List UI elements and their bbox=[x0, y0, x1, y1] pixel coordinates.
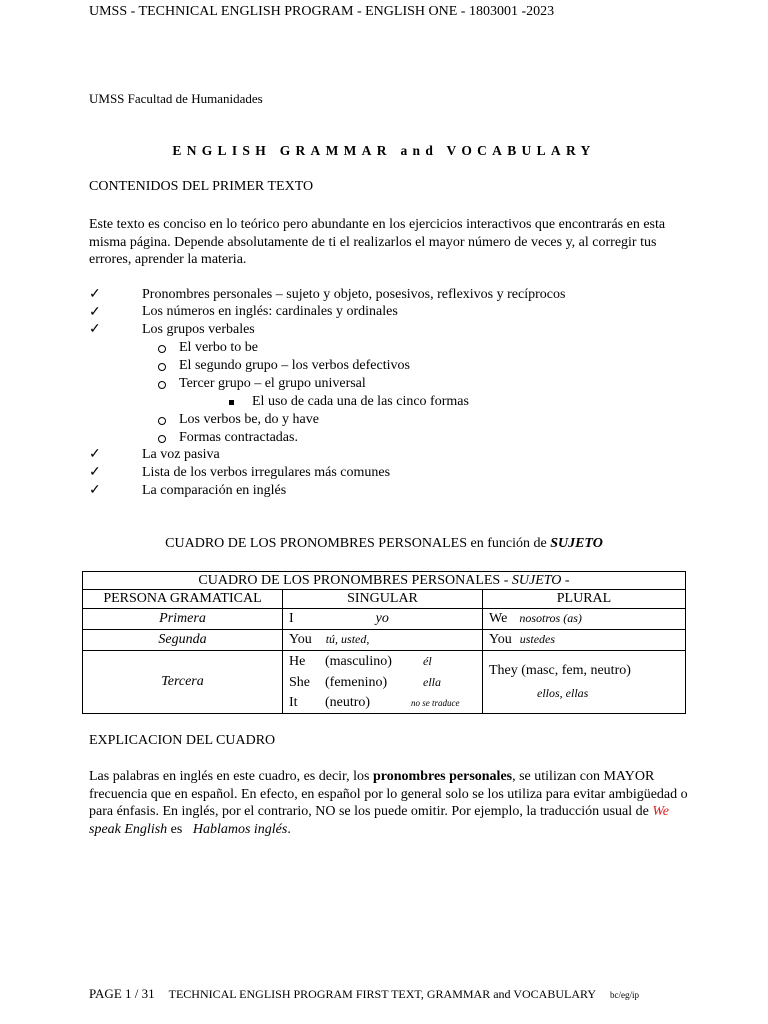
circle-bullet-icon bbox=[158, 417, 166, 425]
circle-bullet-icon bbox=[158, 363, 166, 371]
singular-cell: I yo bbox=[283, 609, 483, 630]
caption-emphasis: SUJETO bbox=[550, 536, 603, 551]
list-subitem: El segundo grupo – los verbos defectivos bbox=[179, 358, 410, 373]
circle-bullet-icon bbox=[158, 435, 166, 443]
list-item: La comparación en inglés bbox=[142, 483, 287, 498]
footer-text: TECHNICAL ENGLISH PROGRAM FIRST TEXT, GRAMMAR and VOCABULARY bbox=[168, 987, 596, 1001]
table-title: CUADRO DE LOS PRONOMBRES PERSONALES - SUJETO - bbox=[83, 572, 686, 590]
list-item: La voz pasiva bbox=[142, 447, 220, 462]
check-icon: ✓ bbox=[89, 287, 101, 302]
column-header-persona: PERSONA GRAMATICAL bbox=[83, 590, 283, 609]
page-footer bbox=[89, 986, 639, 1002]
person-label: Segunda bbox=[83, 630, 283, 651]
person-label: Tercera bbox=[83, 651, 283, 714]
explanation-heading: EXPLICACION DEL CUADRO bbox=[89, 733, 276, 748]
list-item: Pronombres personales – sujeto y objeto, posesivos, reflexivos y recíprocos bbox=[142, 287, 566, 302]
list-item: Los grupos verbales bbox=[142, 322, 255, 337]
column-header-plural: PLURAL bbox=[483, 590, 686, 609]
page-number: PAGE 1 / 31 bbox=[89, 986, 155, 1001]
column-header-singular: SINGULAR bbox=[283, 590, 483, 609]
list-subitem: El verbo to be bbox=[179, 340, 258, 355]
document-title: ENGLISH GRAMMAR and VOCABULARY bbox=[172, 143, 596, 158]
person-label: Primera bbox=[83, 609, 283, 630]
table-caption bbox=[0, 536, 768, 552]
plural-cell: You ustedes bbox=[483, 630, 686, 651]
check-icon: ✓ bbox=[89, 305, 101, 320]
faculty-line: UMSS Facultad de Humanidades bbox=[89, 91, 263, 106]
check-icon: ✓ bbox=[89, 447, 101, 462]
list-subitem: Los verbos be, do y have bbox=[179, 412, 319, 427]
circle-bullet-icon bbox=[158, 381, 166, 389]
explanation-paragraph: Las palabras en inglés en este cuadro, es decir, los pronombres personales, se utilizan con MAYOR frecuencia que en español. En efecto, en español por lo general solo se los utiliza para evitar ambigüedad o para énfasis. En inglés, por el contrario, NO se los puede omitir. Por ejemplo, la traducción usual de We speak English es Hablamos inglés. bbox=[89, 769, 688, 837]
page-header: UMSS - TECHNICAL ENGLISH PROGRAM - ENGLISH ONE - 1803001 -2023 bbox=[89, 4, 555, 19]
table-row bbox=[83, 630, 686, 651]
square-bullet-icon bbox=[229, 400, 234, 405]
singular-cell: You tú, usted, bbox=[283, 630, 483, 651]
list-subsubitem: El uso de cada una de las cinco formas bbox=[252, 394, 469, 409]
list-subitem: Formas contractadas. bbox=[179, 430, 298, 445]
pronouns-table bbox=[82, 571, 686, 714]
table-row bbox=[83, 651, 686, 714]
list-item: Los números en inglés: cardinales y ordinales bbox=[142, 304, 398, 319]
singular-cell: He (masculino) él She (femenino) ella It (neutro) no se traduce bbox=[283, 651, 483, 714]
caption-text: CUADRO DE LOS PRONOMBRES PERSONALES en función de bbox=[165, 536, 551, 551]
check-icon: ✓ bbox=[89, 322, 101, 337]
footer-initials: bc/eg/ip bbox=[610, 990, 639, 1000]
check-icon: ✓ bbox=[89, 465, 101, 480]
intro-paragraph: Este texto es conciso en lo teórico pero abundante en los ejercicios interactivos que encontrarás en esta misma página. Depende absolutamente de ti el realizarlos el mayor número de veces y, al corregir tus errores, aprender la materia. bbox=[89, 217, 666, 268]
list-subitem: Tercer grupo – el grupo universal bbox=[179, 376, 366, 391]
check-icon: ✓ bbox=[89, 483, 101, 498]
contents-heading: CONTENIDOS DEL PRIMER TEXTO bbox=[89, 179, 314, 194]
plural-cell: They (masc, fem, neutro) ellos, ellas bbox=[483, 651, 686, 714]
plural-cell: We nosotros (as) bbox=[483, 609, 686, 630]
list-item: Lista de los verbos irregulares más comunes bbox=[142, 465, 391, 480]
table-row bbox=[83, 609, 686, 630]
circle-bullet-icon bbox=[158, 345, 166, 353]
